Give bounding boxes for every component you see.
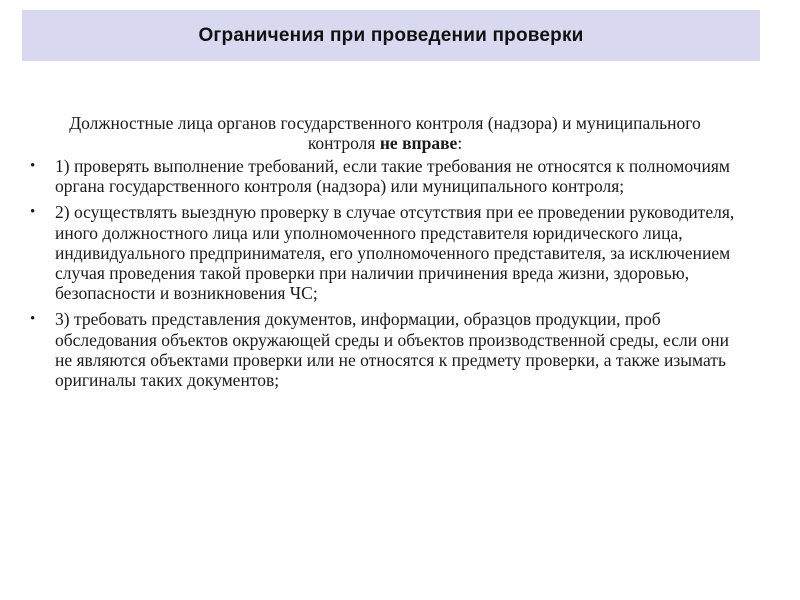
bullet-item-1 bbox=[28, 156, 748, 196]
intro-emphasis: не вправе bbox=[379, 133, 458, 153]
bullet-icon: • bbox=[30, 158, 36, 174]
bullet-icon: • bbox=[30, 311, 36, 328]
slide-title: Ограничения при проведении проверки bbox=[198, 24, 584, 46]
bullet-item-2 bbox=[28, 202, 748, 303]
bullet-text: 1) проверять выполнение требований, если такие требования не относятся к полномочиям органа государственного контроля (надзора) или муниципального контроля; bbox=[55, 156, 730, 197]
bullet-list bbox=[28, 156, 748, 396]
title-band bbox=[22, 10, 760, 61]
bullet-item-3 bbox=[28, 309, 748, 390]
intro-colon: : bbox=[457, 133, 463, 153]
bullet-icon: • bbox=[30, 204, 36, 221]
intro-paragraph bbox=[40, 113, 730, 153]
intro-text: Должностные лица органов государственного контроля (надзора) и муниципального контроля bbox=[69, 113, 701, 153]
bullet-text: 3) требовать представления документов, информации, образцов продукции, проб обследования объектов окружающей среды и объектов производственной среды, если они не являются объектами проверки или не относятся к предмету проверки, а также изымать оригиналы таких документов; bbox=[55, 309, 729, 391]
bullet-text: 2) осуществлять выездную проверку в случае отсутствия при ее проведении руководителя, иного должностного лица или уполномоченного представителя юридического лица, индивидуального предпринимателя, его уполномоченного представителя, за исключением случая проведения такой проверки при наличии причинения вреда жизни, здоровью, безопасности и возникновения ЧС; bbox=[55, 202, 735, 304]
